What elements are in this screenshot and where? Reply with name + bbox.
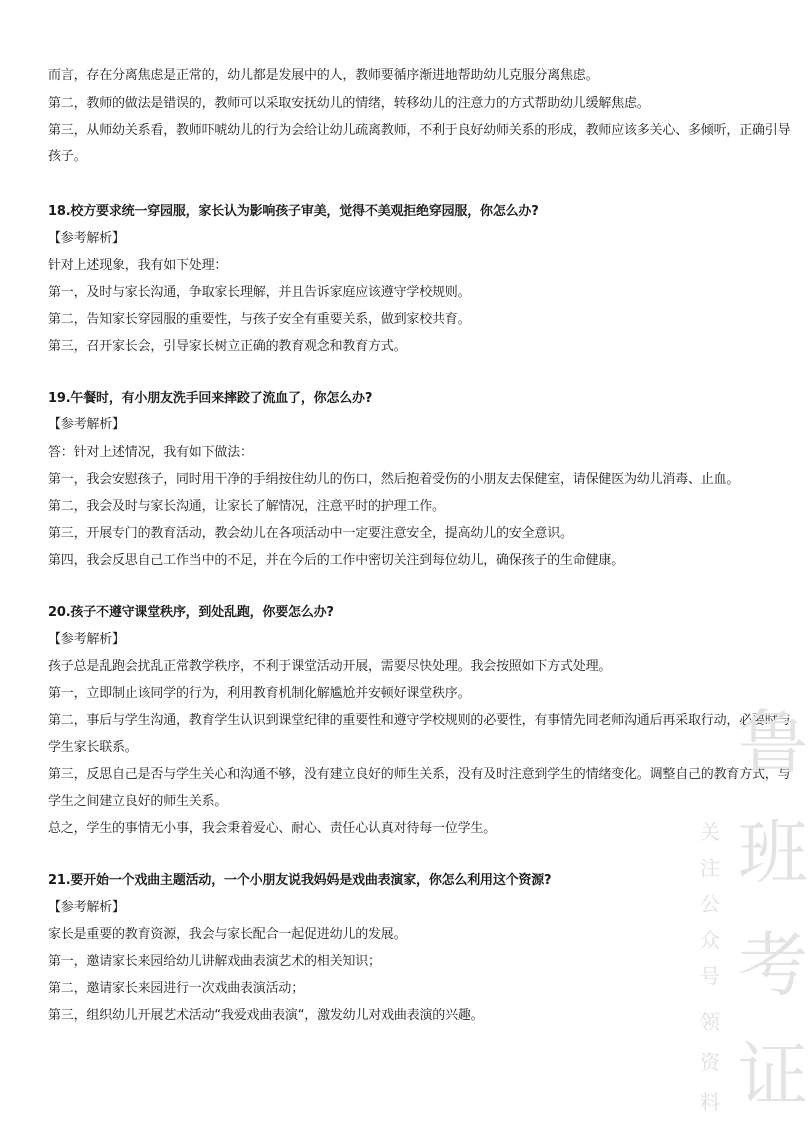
question-heading: 19.午餐时，有小朋友洗手回来摔跤了流血了，你怎么办?	[48, 391, 373, 406]
paragraph-line: 学生家长联系。	[48, 740, 138, 755]
paragraph-line: 家长是重要的教育资源，我会与家长配合一起促进幼儿的发展。	[48, 927, 407, 942]
paragraph-line: 第二，邀请家长来园进行一次戏曲表演活动；	[48, 981, 305, 996]
watermark-small-char: 料	[700, 1090, 720, 1114]
paragraph-line: 答：针对上述情况，我有如下做法：	[48, 445, 253, 460]
watermark-small-char: 号	[700, 964, 720, 988]
paragraph-line: 第一，及时与家长沟通，争取家长理解，并且告诉家庭应该遵守学校规则。	[48, 285, 471, 300]
watermark-small-char: 领	[700, 1010, 720, 1034]
watermark-small-char: 注	[700, 856, 720, 880]
paragraph-line: 总之，学生的事情无小事，我会秉着爱心、耐心、责任心认真对待每一位学生。	[48, 821, 497, 836]
paragraph-line: 第二，事后与学生沟通，教育学生认识到课堂纪律的重要性和遵守学校规则的必要性，有事情先同老师沟通后再采取行动，必要时与	[48, 713, 791, 728]
paragraph-line: 第三，反思自己是否与学生关心和沟通不够，没有建立良好的师生关系，没有及时注意到学生的情绪变化。调整自己的教育方式，与	[48, 767, 791, 782]
question-heading: 20.孩子不遵守课堂秩序，到处乱跑，你要怎么办?	[48, 605, 334, 620]
paragraph-line: 第一，立即制止该同学的行为，利用教育机制化解尴尬并安顿好课堂秩序。	[48, 686, 471, 701]
watermark-small-char: 资	[700, 1050, 720, 1074]
answer-tag: 【参考解析】	[48, 231, 125, 246]
paragraph-line: 第三，从师幼关系看，教师吓唬幼儿的行为会给让幼儿疏离教师，不利于良好幼师关系的形成，教师应该多关心、多倾听，正确引导	[48, 123, 791, 138]
watermark-char: 考	[738, 924, 808, 1006]
paragraph-line: 第一，我会安慰孩子，同时用干净的手绢按住幼儿的伤口，然后抱着受伤的小朋友去保健室，请保健医为幼儿消毒、止血。	[48, 472, 740, 487]
answer-tag: 【参考解析】	[48, 417, 125, 432]
paragraph-line: 第二，告知家长穿园服的重要性，与孩子安全有重要关系，做到家校共育。	[48, 312, 471, 327]
question-heading: 18.校方要求统一穿园服，家长认为影响孩子审美，觉得不美观拒绝穿园服，你怎么办?	[48, 204, 539, 219]
paragraph-line: 而言，存在分离焦虑是正常的，幼儿都是发展中的人，教师要循序渐进地帮助幼儿克服分离焦虑。	[48, 68, 599, 83]
paragraph-line: 第二，教师的做法是错误的，教师可以采取安抚幼儿的情绪，转移幼儿的注意力的方式帮助幼儿缓解焦虑。	[48, 96, 650, 111]
watermark-char: 鲁	[738, 702, 808, 784]
watermark-char: 班	[738, 812, 808, 894]
answer-tag: 【参考解析】	[48, 632, 125, 647]
paragraph-line: 针对上述现象，我有如下处理：	[48, 258, 228, 273]
watermark-small-char: 众	[700, 928, 720, 952]
paragraph-line: 第三，召开家长会，引导家长树立正确的教育观念和教育方式。	[48, 339, 407, 354]
answer-tag: 【参考解析】	[48, 900, 125, 915]
paragraph-line: 第四，我会反思自己工作当中的不足，并在今后的工作中密切关注到每位幼儿，确保孩子的生命健康。	[48, 553, 625, 568]
paragraph-line: 学生之间建立良好的师生关系。	[48, 794, 228, 809]
watermark-small-char: 关	[700, 820, 720, 844]
paragraph-line: 第三，开展专门的教育活动，教会幼儿在各项活动中一定要注意安全，提高幼儿的安全意识。	[48, 526, 573, 541]
question-heading: 21.要开始一个戏曲主题活动，一个小朋友说我妈妈是戏曲表演家，你怎么利用这个资源?	[48, 873, 552, 888]
paragraph-line: 第一，邀请家长来园给幼儿讲解戏曲表演艺术的相关知识；	[48, 954, 381, 969]
paragraph-line: 孩子。	[48, 149, 87, 164]
watermark-small-char: 公	[700, 892, 720, 916]
paragraph-line: 第二，我会及时与家长沟通，让家长了解情况，注意平时的护理工作。	[48, 499, 445, 514]
paragraph-line: 第三，组织幼儿开展艺术活动“我爱戏曲表演“，激发幼儿对戏曲表演的兴趣。	[48, 1008, 484, 1023]
paragraph-line: 孩子总是乱跑会扰乱正常教学秩序，不利于课堂活动开展，需要尽快处理。我会按照如下方式处理。	[48, 659, 612, 674]
watermark-char: 证	[738, 1034, 808, 1116]
